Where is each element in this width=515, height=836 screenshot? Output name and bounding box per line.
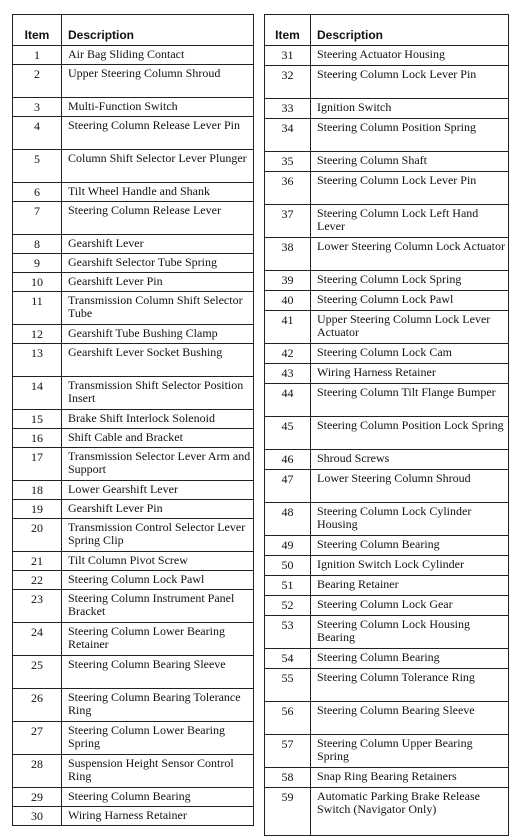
item-number: 43 [265, 364, 311, 384]
item-number: 36 [265, 172, 311, 205]
item-number: 57 [265, 735, 311, 768]
table-row [13, 722, 254, 755]
item-number: 22 [13, 571, 62, 590]
item-number: 30 [13, 807, 62, 826]
table-row [13, 46, 254, 65]
table-row [13, 98, 254, 117]
item-description: Steering Column Lock Spring [311, 271, 509, 291]
item-description: Steering Column Bearing Sleeve [311, 702, 509, 735]
item-number: 11 [13, 292, 62, 325]
item-description: Steering Column Bearing [311, 649, 509, 669]
item-number: 37 [265, 205, 311, 238]
item-description: Steering Column Position Lock Spring [311, 417, 509, 450]
table-row [13, 689, 254, 722]
item-number: 1 [13, 46, 62, 65]
item-description: Steering Column Release Lever Pin [62, 117, 254, 150]
table-row [265, 99, 509, 119]
item-description: Air Bag Sliding Contact [62, 46, 254, 65]
table-row [13, 292, 254, 325]
item-column-header: Item [265, 15, 311, 46]
table-row [265, 205, 509, 238]
item-description: Wiring Harness Retainer [62, 807, 254, 826]
item-description: Transmission Selector Lever Arm and Support [62, 448, 254, 481]
table-row [13, 344, 254, 377]
table-row [265, 344, 509, 364]
table-row [265, 271, 509, 291]
item-number: 12 [13, 325, 62, 344]
table-row [265, 152, 509, 172]
item-number: 51 [265, 576, 311, 596]
table-row [265, 596, 509, 616]
item-number: 17 [13, 448, 62, 481]
item-description: Gearshift Tube Bushing Clamp [62, 325, 254, 344]
item-number: 54 [265, 649, 311, 669]
item-description: Steering Column Lock Cylinder Housing [311, 503, 509, 536]
item-description: Steering Actuator Housing [311, 46, 509, 66]
item-number: 56 [265, 702, 311, 735]
item-number: 59 [265, 788, 311, 836]
item-number: 29 [13, 788, 62, 807]
item-number: 23 [13, 590, 62, 623]
table-row [265, 768, 509, 788]
table-row [265, 536, 509, 556]
item-description: Automatic Parking Brake Release Switch (Navigator Only) [311, 788, 509, 836]
table-row [265, 417, 509, 450]
item-description: Snap Ring Bearing Retainers [311, 768, 509, 788]
item-description: Gearshift Selector Tube Spring [62, 254, 254, 273]
item-number: 19 [13, 500, 62, 519]
item-description: Gearshift Lever Pin [62, 273, 254, 292]
item-number: 31 [265, 46, 311, 66]
item-number: 33 [265, 99, 311, 119]
item-number: 44 [265, 384, 311, 417]
item-number: 8 [13, 235, 62, 254]
item-description: Steering Column Lock Housing Bearing [311, 616, 509, 649]
item-description: Transmission Shift Selector Position Insert [62, 377, 254, 410]
item-description: Transmission Column Shift Selector Tube [62, 292, 254, 325]
item-description: Shift Cable and Bracket [62, 429, 254, 448]
table-row [13, 254, 254, 273]
item-number: 24 [13, 623, 62, 656]
item-description: Lower Steering Column Lock Actuator [311, 238, 509, 271]
item-number: 39 [265, 271, 311, 291]
table-row [265, 311, 509, 344]
table-row [265, 616, 509, 649]
item-number: 46 [265, 450, 311, 470]
item-number: 7 [13, 202, 62, 235]
table-row [13, 273, 254, 292]
item-number: 52 [265, 596, 311, 616]
table-row [13, 755, 254, 788]
item-description: Steering Column Lock Cam [311, 344, 509, 364]
table-row [13, 500, 254, 519]
item-number: 34 [265, 119, 311, 152]
item-number: 41 [265, 311, 311, 344]
item-number: 32 [265, 66, 311, 99]
item-description: Lower Steering Column Shroud [311, 470, 509, 503]
item-number: 53 [265, 616, 311, 649]
item-description: Upper Steering Column Lock Lever Actuator [311, 311, 509, 344]
item-description: Wiring Harness Retainer [311, 364, 509, 384]
table-row [265, 450, 509, 470]
item-description: Steering Column Bearing [62, 788, 254, 807]
item-description: Steering Column Instrument Panel Bracket [62, 590, 254, 623]
item-number: 5 [13, 150, 62, 183]
table-row [265, 788, 509, 836]
table-row [13, 448, 254, 481]
item-description: Gearshift Lever Pin [62, 500, 254, 519]
item-number: 16 [13, 429, 62, 448]
table-row [13, 552, 254, 571]
table-row [13, 429, 254, 448]
table-row [13, 788, 254, 807]
item-number: 55 [265, 669, 311, 702]
item-description: Steering Column Bearing [311, 536, 509, 556]
item-number: 35 [265, 152, 311, 172]
item-description: Gearshift Lever [62, 235, 254, 254]
table-row [265, 46, 509, 66]
table-row [13, 623, 254, 656]
item-description: Steering Column Shaft [311, 152, 509, 172]
item-description: Steering Column Lock Gear [311, 596, 509, 616]
item-description: Steering Column Bearing Tolerance Ring [62, 689, 254, 722]
item-description: Ignition Switch Lock Cylinder [311, 556, 509, 576]
table-row [13, 656, 254, 689]
table-row [13, 807, 254, 826]
item-number: 15 [13, 410, 62, 429]
table-row [13, 202, 254, 235]
item-description: Gearshift Lever Socket Bushing [62, 344, 254, 377]
item-description: Steering Column Lock Lever Pin [311, 66, 509, 99]
item-number: 2 [13, 65, 62, 98]
item-number: 27 [13, 722, 62, 755]
item-number: 45 [265, 417, 311, 450]
table-row [13, 235, 254, 254]
table-row [265, 66, 509, 99]
item-number: 58 [265, 768, 311, 788]
item-description: Steering Column Lower Bearing Retainer [62, 623, 254, 656]
table-row [265, 384, 509, 417]
item-description: Column Shift Selector Lever Plunger [62, 150, 254, 183]
item-number: 4 [13, 117, 62, 150]
table-row [13, 117, 254, 150]
item-description: Upper Steering Column Shroud [62, 65, 254, 98]
item-number: 14 [13, 377, 62, 410]
table-row [13, 519, 254, 552]
item-description: Bearing Retainer [311, 576, 509, 596]
item-description: Steering Column Upper Bearing Spring [311, 735, 509, 768]
item-description: Transmission Control Selector Lever Spring Clip [62, 519, 254, 552]
item-number: 38 [265, 238, 311, 271]
table-row [265, 470, 509, 503]
item-description: Brake Shift Interlock Solenoid [62, 410, 254, 429]
table-row [265, 649, 509, 669]
item-number: 28 [13, 755, 62, 788]
table-row [265, 364, 509, 384]
item-description: Steering Column Release Lever [62, 202, 254, 235]
item-number: 47 [265, 470, 311, 503]
table-row [265, 556, 509, 576]
item-number: 50 [265, 556, 311, 576]
table-row [265, 702, 509, 735]
table-row [13, 325, 254, 344]
item-description: Multi-Function Switch [62, 98, 254, 117]
table-row [13, 410, 254, 429]
table-row [265, 503, 509, 536]
item-description: Tilt Column Pivot Screw [62, 552, 254, 571]
table-row [265, 576, 509, 596]
table-row [265, 172, 509, 205]
parts-table-right [264, 14, 509, 836]
table-row [13, 65, 254, 98]
item-description: Ignition Switch [311, 99, 509, 119]
item-description: Lower Gearshift Lever [62, 481, 254, 500]
table-row [265, 735, 509, 768]
item-description: Steering Column Position Spring [311, 119, 509, 152]
item-number: 6 [13, 183, 62, 202]
item-column-header: Item [13, 15, 62, 46]
item-description: Tilt Wheel Handle and Shank [62, 183, 254, 202]
item-number: 13 [13, 344, 62, 377]
item-number: 40 [265, 291, 311, 311]
description-column-header: Description [62, 15, 254, 46]
item-number: 20 [13, 519, 62, 552]
item-description: Steering Column Lock Pawl [311, 291, 509, 311]
item-description: Suspension Height Sensor Control Ring [62, 755, 254, 788]
table-row [265, 291, 509, 311]
table-row [265, 669, 509, 702]
table-row [13, 481, 254, 500]
description-column-header: Description [311, 15, 509, 46]
item-number: 18 [13, 481, 62, 500]
item-number: 3 [13, 98, 62, 117]
item-number: 25 [13, 656, 62, 689]
item-description: Steering Column Lock Left Hand Lever [311, 205, 509, 238]
table-row [13, 377, 254, 410]
table-row [13, 183, 254, 202]
item-description: Steering Column Bearing Sleeve [62, 656, 254, 689]
item-number: 9 [13, 254, 62, 273]
parts-table-left [12, 14, 254, 826]
item-description: Steering Column Tilt Flange Bumper [311, 384, 509, 417]
table-row [13, 590, 254, 623]
item-number: 42 [265, 344, 311, 364]
item-description: Shroud Screws [311, 450, 509, 470]
item-number: 10 [13, 273, 62, 292]
item-number: 26 [13, 689, 62, 722]
table-row [265, 119, 509, 152]
item-description: Steering Column Lock Pawl [62, 571, 254, 590]
item-number: 21 [13, 552, 62, 571]
table-row [13, 150, 254, 183]
item-number: 48 [265, 503, 311, 536]
item-description: Steering Column Lock Lever Pin [311, 172, 509, 205]
item-number: 49 [265, 536, 311, 556]
item-description: Steering Column Tolerance Ring [311, 669, 509, 702]
table-row [13, 571, 254, 590]
item-description: Steering Column Lower Bearing Spring [62, 722, 254, 755]
table-row [265, 238, 509, 271]
